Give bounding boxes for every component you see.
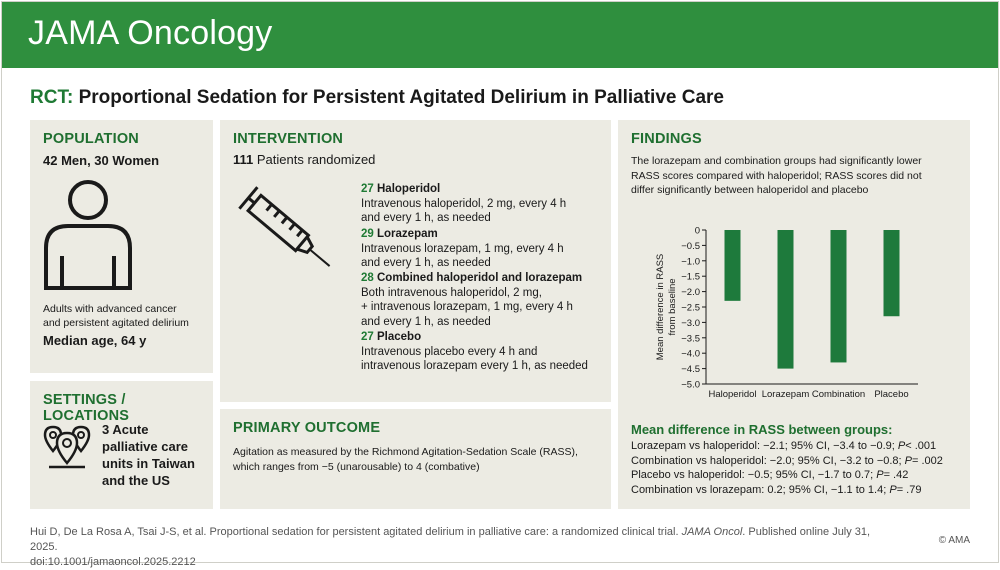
arm-4-desc-2: intravenous lorazepam every 1 h, as needed — [361, 360, 588, 372]
y-axis-label-line-2: from baseline — [667, 278, 678, 336]
arm-4-count: 27 — [361, 331, 374, 343]
arm-1-desc-2: and every 1 h, as needed — [361, 212, 491, 224]
copyright: © AMA — [938, 535, 970, 546]
arm-4-name: Placebo — [377, 331, 422, 343]
syringe-icon — [234, 182, 344, 282]
population-panel — [30, 120, 213, 373]
y-tick-label: −4.5 — [681, 364, 700, 376]
x-tick-label: Lorazepam — [761, 389, 810, 400]
y-tick-label: −2.5 — [681, 302, 700, 314]
findings-heading: FINDINGS — [631, 131, 702, 147]
person-icon — [42, 176, 138, 294]
arm-2-desc-2: and every 1 h, as needed — [361, 257, 491, 269]
y-tick-label: −1.5 — [681, 271, 700, 283]
primary-outcome-heading: PRIMARY OUTCOME — [233, 420, 381, 436]
arm-3-name: Combined haloperidol and lorazepam — [377, 272, 583, 284]
arm-2-name: Lorazepam — [377, 228, 438, 240]
intervention-heading: INTERVENTION — [233, 131, 344, 147]
findings-line-3: differ significantly between haloperidol and placebo — [631, 184, 869, 196]
findings-line-1: The lorazepam and combination groups had significantly lower — [631, 155, 922, 167]
bar-placebo — [884, 230, 900, 316]
citation-journal: JAMA Oncol — [681, 526, 743, 538]
arm-3-desc-3: and every 1 h, as needed — [361, 315, 491, 328]
x-tick-label: Placebo — [874, 389, 909, 400]
comparison-3: Placebo vs haloperidol: −0.5; 95% CI, −1.7 to 0.7; P= .42 — [631, 469, 909, 481]
settings-panel — [30, 381, 213, 509]
settings-line-1: 3 Acute — [102, 422, 149, 437]
comparison-4: Combination vs lorazepam: 0.2; 95% CI, −1.1 to 1.4; P= .79 — [631, 483, 922, 496]
citation: Hui D, De La Rosa A, Tsai J-S, et al. Proportional sedation for persistent agitated delirium in palliative care: a randomized clinical trial. JAMA Oncol. Published online July 31, 2025. doi:10.1001/jamaoncol.2025.2212 — [30, 525, 890, 570]
title-text: Proportional Sedation for Persistent Agitated Delirium in Palliative Care — [78, 87, 724, 108]
settings-heading: SETTINGS / LOCATIONS — [43, 392, 130, 424]
settings-line-3: units in Taiwan — [102, 456, 195, 471]
arm-3-desc-2: + intravenous lorazepam, 1 mg, every 4 h — [361, 301, 573, 313]
arm-1-count: 27 — [361, 183, 374, 195]
settings-line-4: and the US — [102, 473, 170, 488]
y-tick-label: 0 — [694, 225, 700, 237]
arm-2-desc-1: Intravenous lorazepam, 1 mg, every 4 h — [361, 242, 564, 255]
rass-bar-chart — [618, 216, 970, 406]
page-title — [30, 87, 724, 109]
title-prefix: RCT: — [30, 87, 74, 108]
x-tick-label: Haloperidol — [708, 389, 757, 400]
randomized-label: Patients randomized — [256, 152, 376, 167]
primary-outcome-line-1: Agitation as measured by the Richmond Agitation-Sedation Scale (RASS), — [233, 446, 578, 458]
findings-panel — [618, 120, 970, 509]
primary-outcome-line-2: which ranges from −5 (unarousable) to 4 (combative) — [233, 461, 480, 473]
location-pins-icon — [43, 421, 91, 469]
findings-line-2: RASS scores compared with haloperidol; RASS scores did not — [631, 169, 922, 182]
primary-outcome-panel — [220, 409, 611, 509]
arm-1-name: Haloperidol — [377, 183, 441, 195]
settings-line-2: palliative care — [102, 439, 188, 454]
y-tick-label: −3.0 — [681, 317, 700, 329]
comparison-1: Lorazepam vs haloperidol: −2.1; 95% CI, −3.4 to −0.9; P< .001 — [631, 440, 937, 452]
journal-name: JAMA Oncology — [28, 14, 273, 52]
bar-lorazepam — [778, 230, 794, 369]
population-description-1: Adults with advanced cancer — [43, 303, 177, 315]
y-tick-label: −0.5 — [681, 240, 700, 252]
randomized-count: 111 — [233, 152, 254, 167]
bar-combination — [831, 230, 847, 362]
bar-haloperidol — [725, 230, 741, 301]
arm-3-count: 28 — [361, 272, 374, 284]
y-tick-label: −4.0 — [681, 348, 700, 360]
y-tick-label: −2.0 — [681, 287, 700, 299]
y-tick-label: −3.5 — [681, 333, 700, 345]
mean-difference-heading: Mean difference in RASS between groups: — [631, 422, 893, 437]
arm-1-desc-1: Intravenous haloperidol, 2 mg, every 4 h — [361, 197, 567, 210]
population-counts: 42 Men, 30 Women — [43, 153, 160, 168]
y-tick-label: −5.0 — [681, 379, 700, 391]
population-heading: POPULATION — [43, 131, 139, 147]
citation-doi: doi:10.1001/jamaoncol.2025.2212 — [30, 556, 196, 568]
y-axis-label-line-1: Mean difference in RASS — [655, 253, 666, 361]
arm-2-count: 29 — [361, 228, 374, 240]
population-description-2: and persistent agitated delirium — [43, 317, 189, 329]
comparison-2: Combination vs haloperidol: −2.0; 95% CI, −3.2 to −0.8; P= .002 — [631, 454, 943, 467]
arm-3-desc-1: Both intravenous haloperidol, 2 mg, — [361, 286, 542, 299]
y-tick-label: −1.0 — [681, 256, 700, 268]
journal-header — [2, 2, 998, 68]
x-tick-label: Combination — [811, 389, 866, 400]
arm-4-desc-1: Intravenous placebo every 4 h and — [361, 345, 538, 358]
median-age: Median age, 64 y — [43, 333, 147, 348]
